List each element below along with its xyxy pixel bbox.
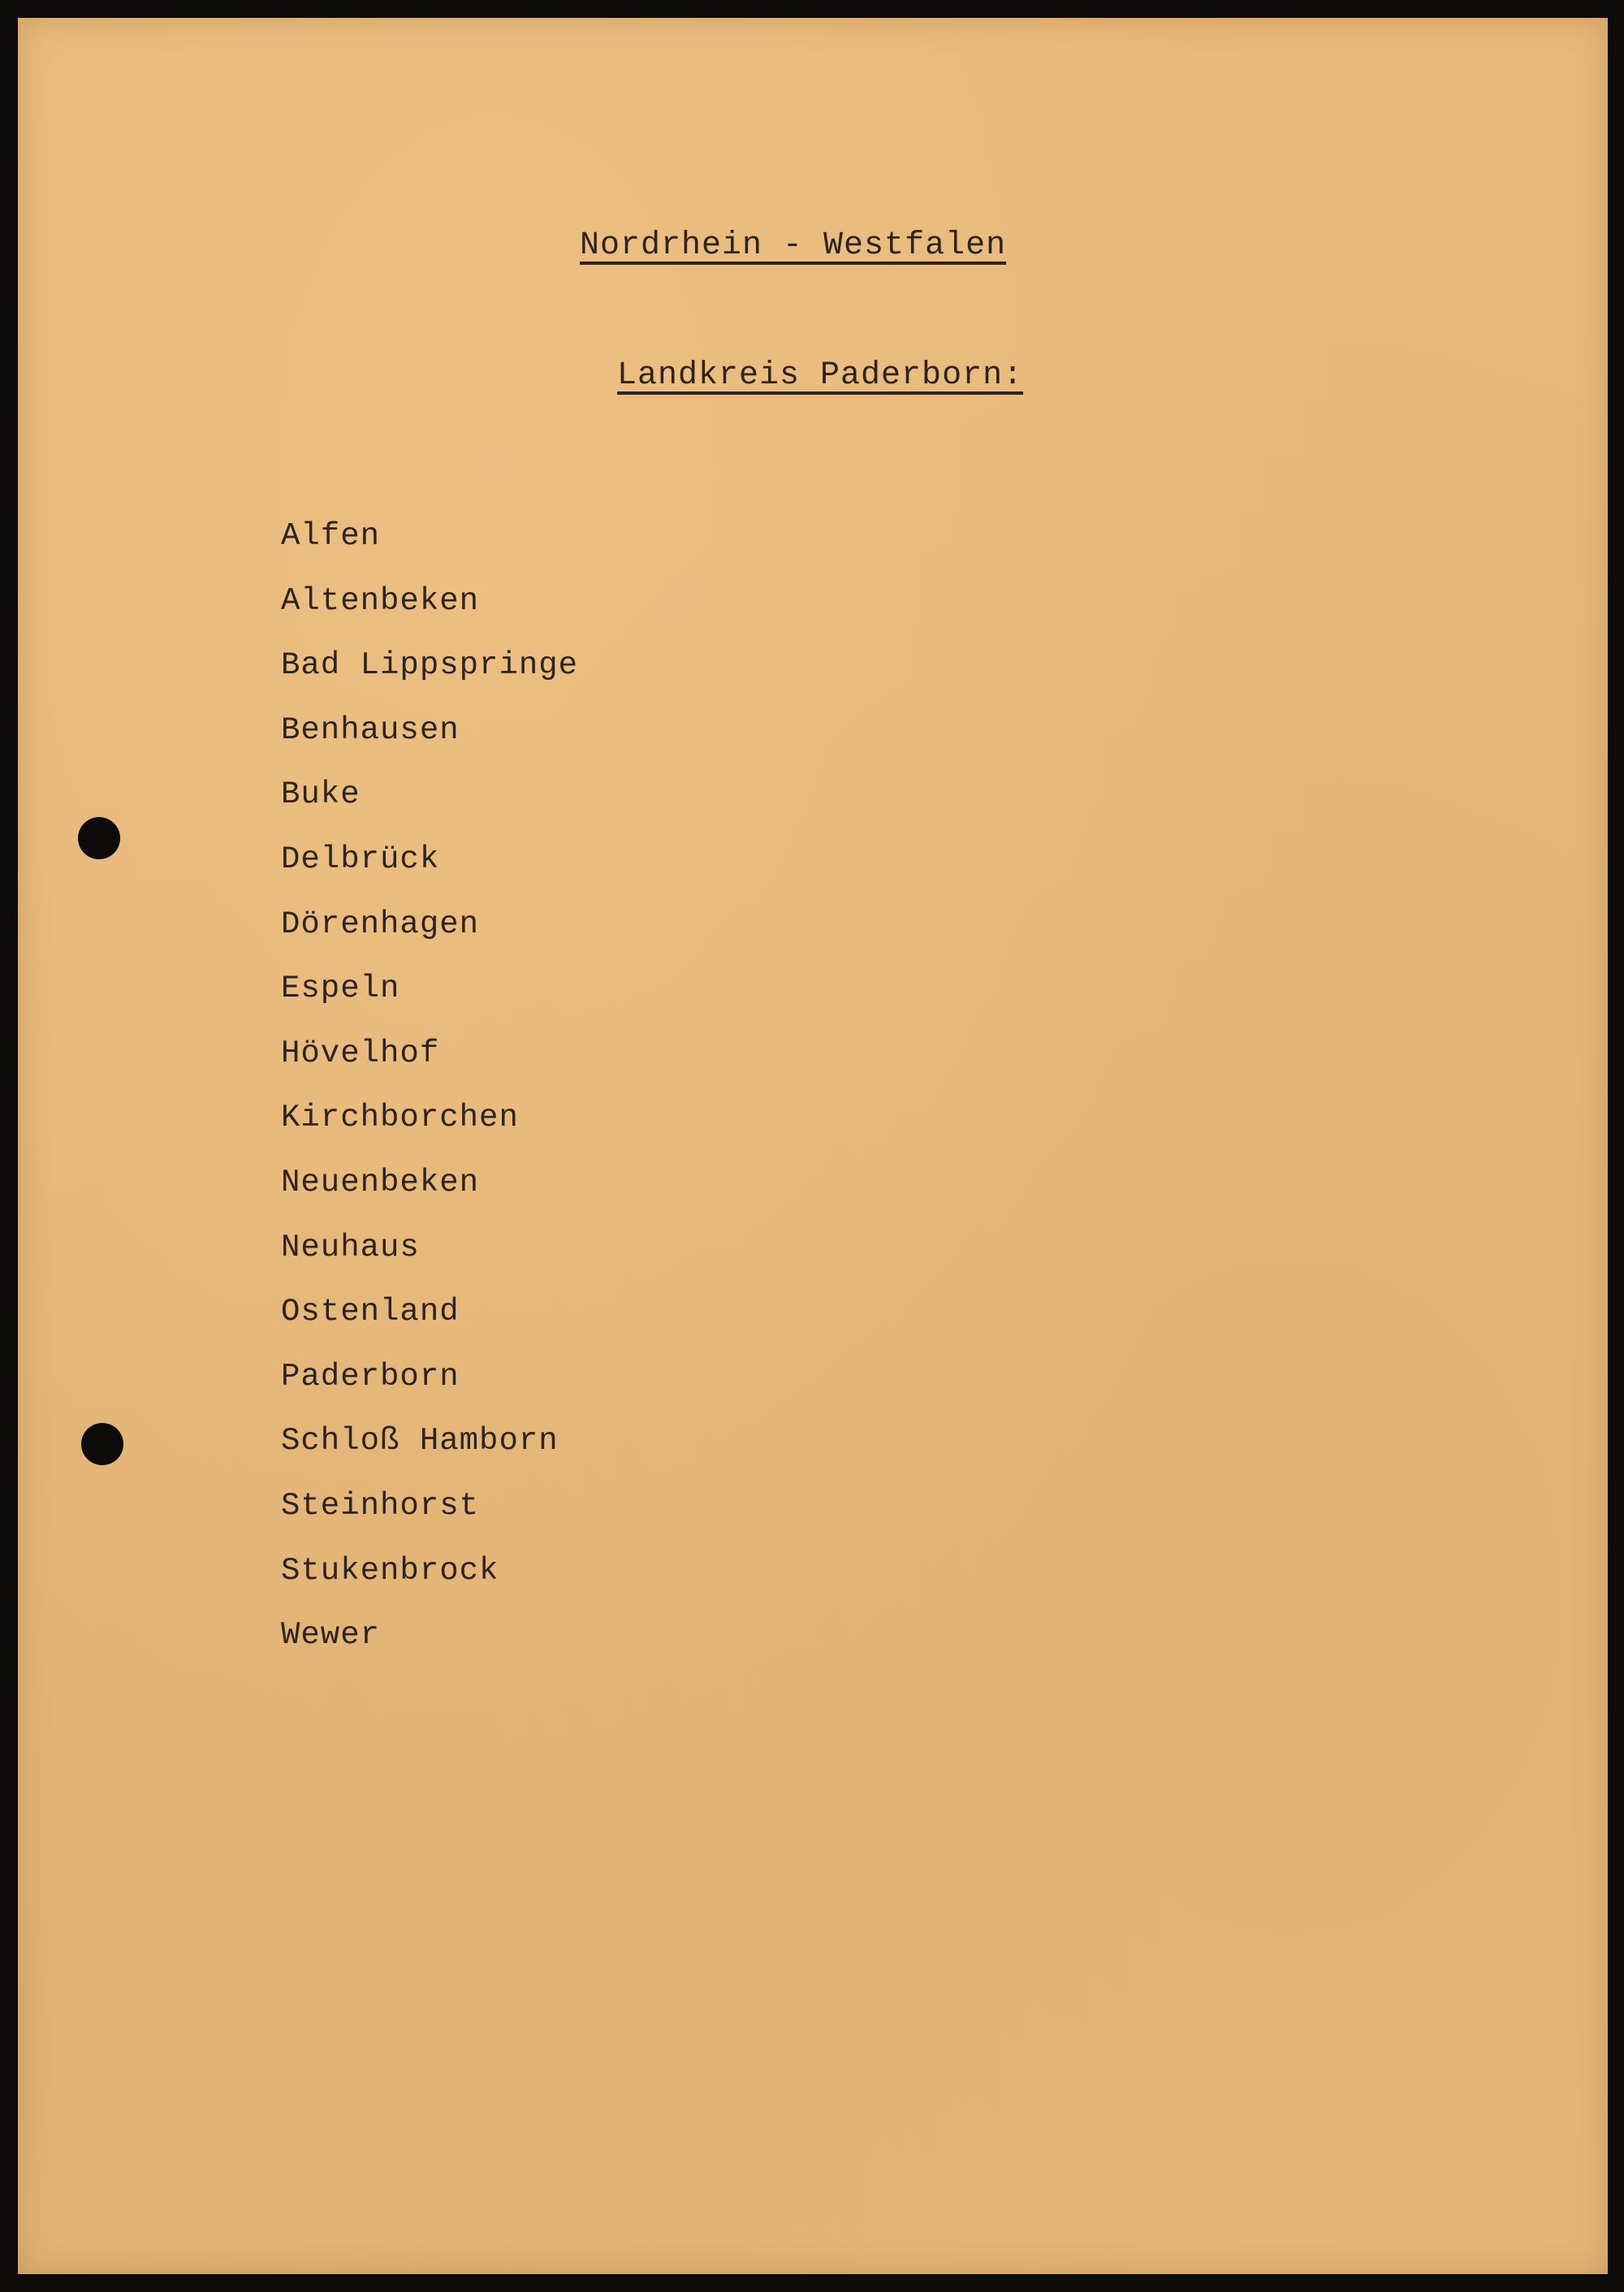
punch-hole xyxy=(81,1423,123,1465)
list-item: Bad Lippspringe xyxy=(281,647,579,684)
list-item: Dörenhagen xyxy=(281,906,480,942)
place-list xyxy=(281,516,578,1680)
list-item: Stukenbrock xyxy=(281,1552,499,1589)
list-item: Benhausen xyxy=(281,711,460,748)
list-item: Hövelhof xyxy=(281,1035,440,1071)
list-item: Neuenbeken xyxy=(281,1164,480,1200)
list-item: Buke xyxy=(281,776,361,813)
region-title: Nordrhein - Westfalen xyxy=(580,227,1007,264)
list-item: Wewer xyxy=(281,1617,381,1654)
punch-hole xyxy=(78,817,120,859)
document-page xyxy=(18,18,1608,2274)
list-item: Alfen xyxy=(281,518,381,554)
list-item: Espeln xyxy=(281,971,400,1007)
list-item: Altenbeken xyxy=(281,582,480,619)
list-item: Paderborn xyxy=(281,1358,460,1395)
list-item: Kirchborchen xyxy=(281,1100,519,1136)
list-item: Neuhaus xyxy=(281,1229,420,1265)
list-item: Delbrück xyxy=(281,841,440,877)
list-item: Steinhorst xyxy=(281,1487,480,1524)
list-item: Ostenland xyxy=(281,1294,460,1330)
district-title: Landkreis Paderborn: xyxy=(617,357,1024,394)
list-item: Schloß Hamborn xyxy=(281,1423,559,1460)
